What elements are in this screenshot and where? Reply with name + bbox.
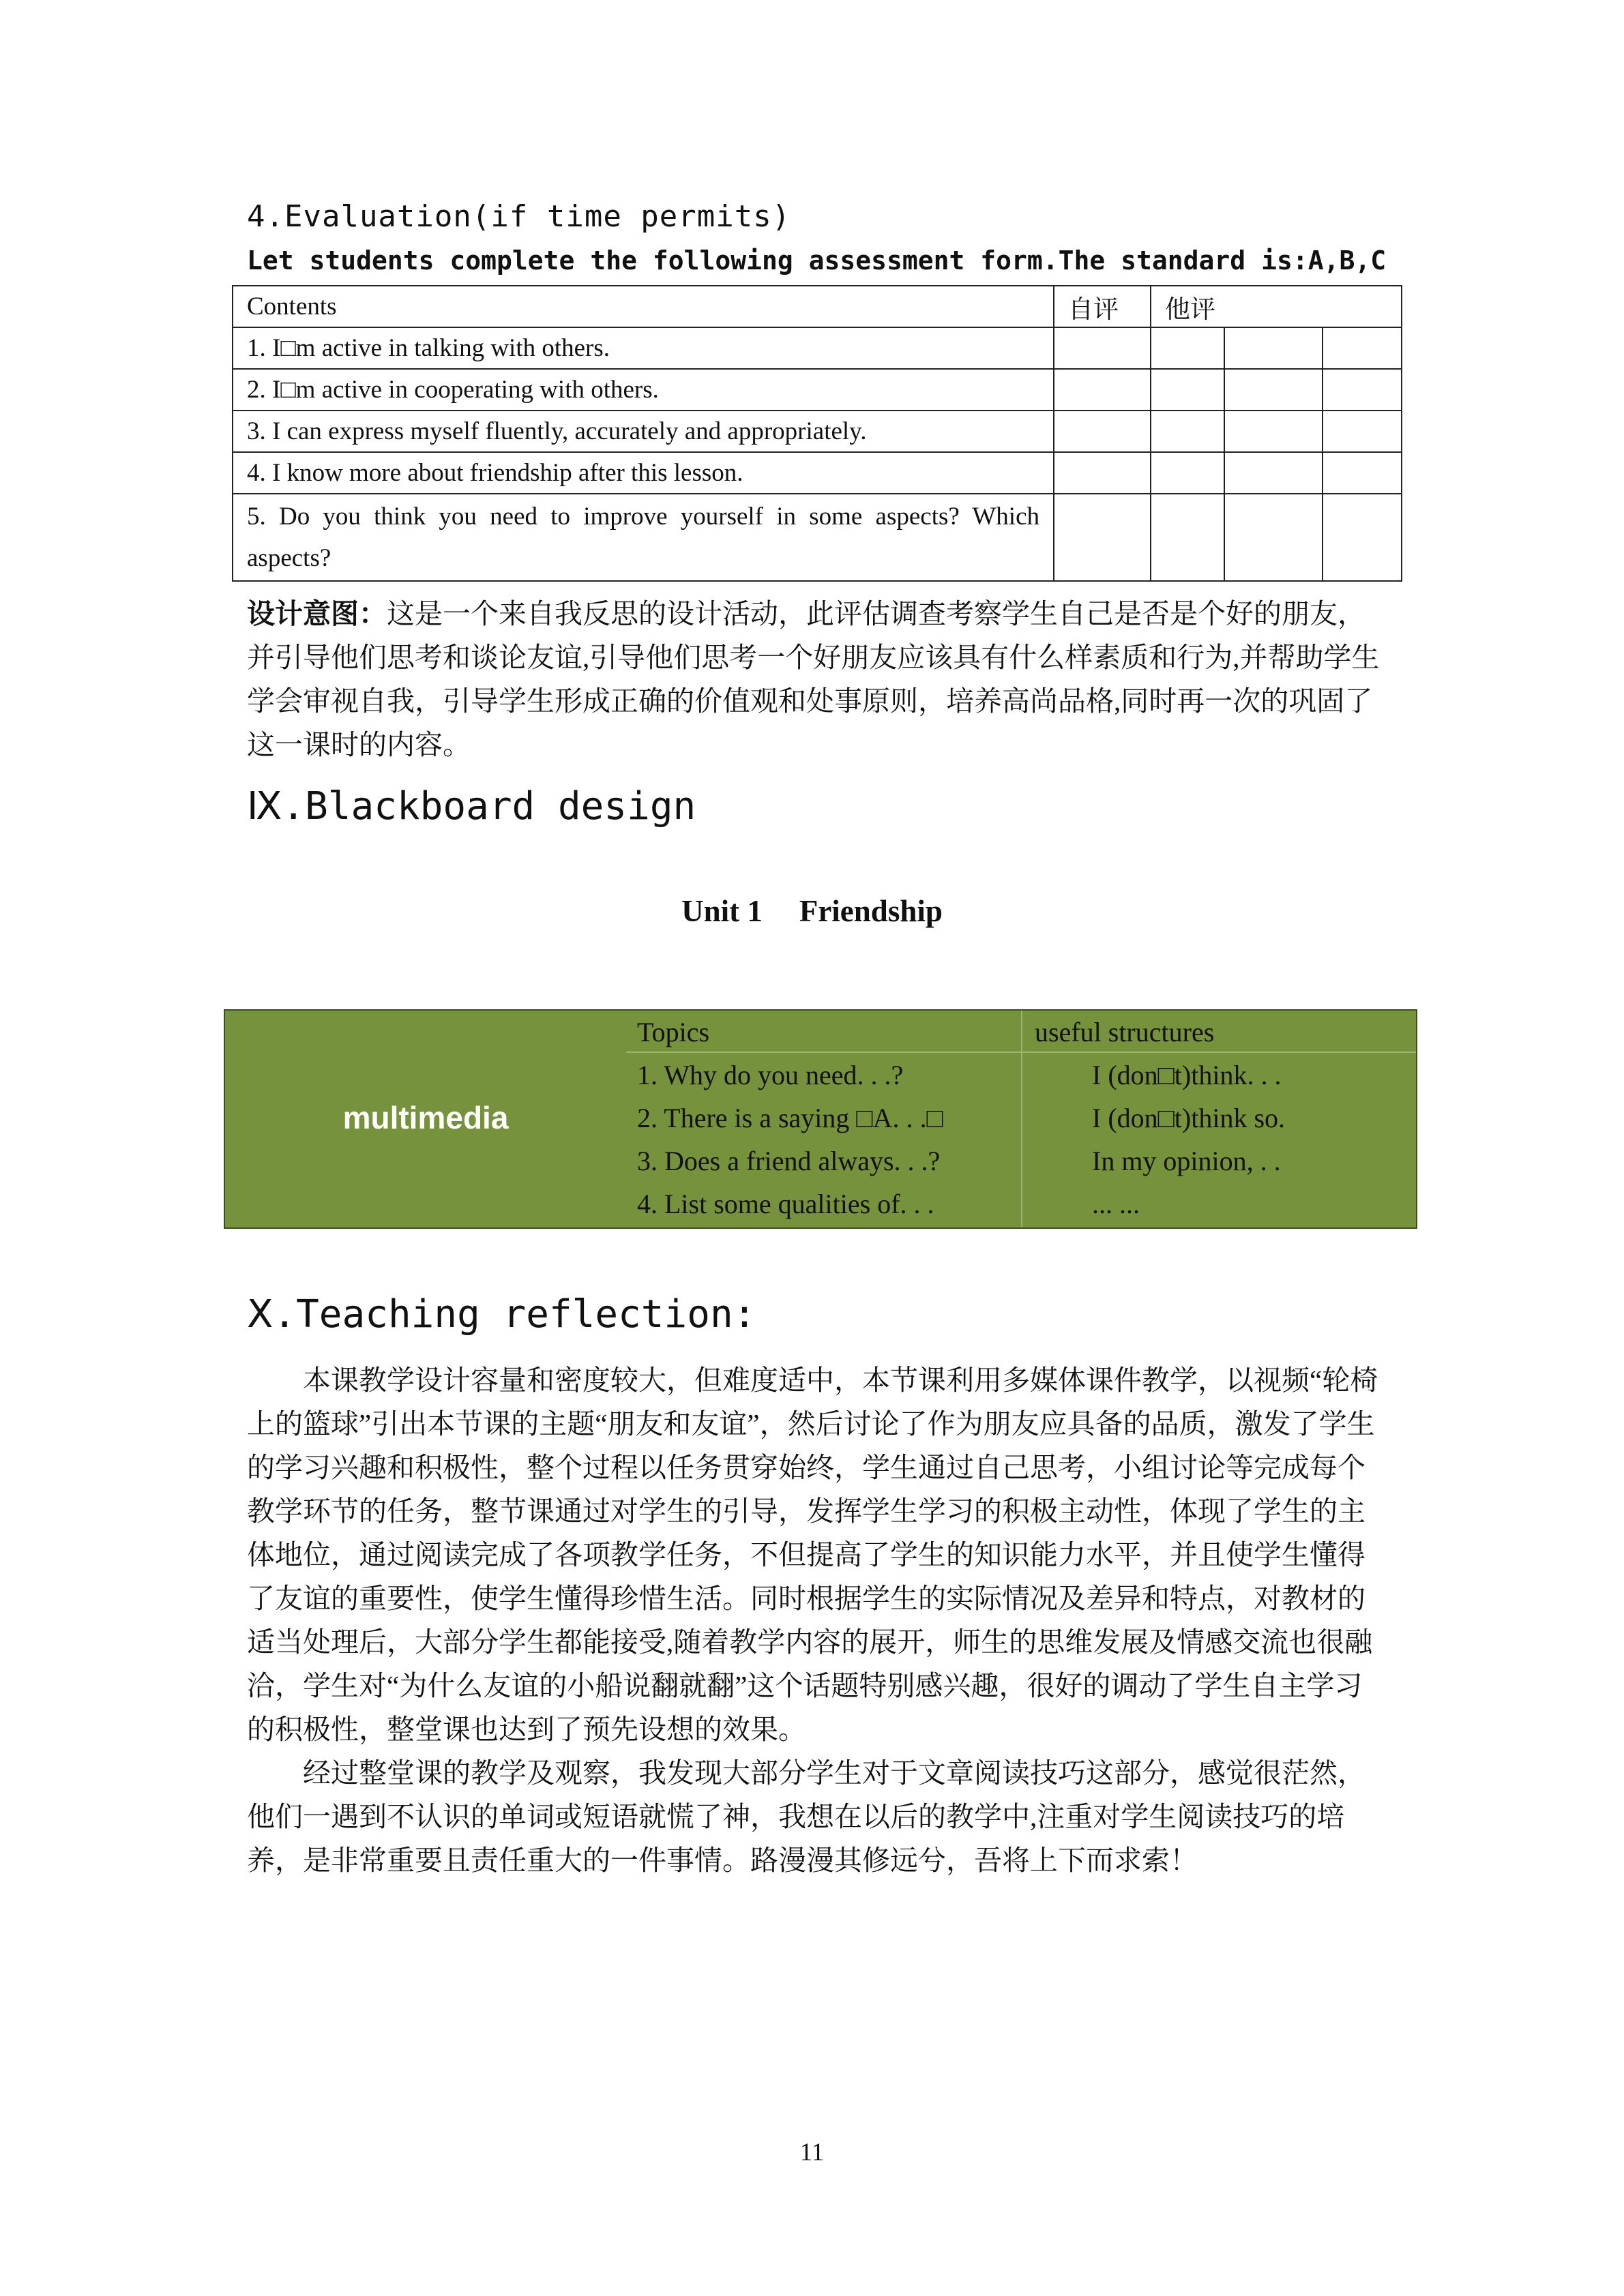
row-content: 3. I can express myself fluently, accurately and appropriately. — [233, 411, 1054, 452]
peer-cell — [1151, 411, 1224, 452]
blackboard-table — [224, 1009, 1417, 1229]
page-number: 11 — [799, 2138, 825, 2166]
peer-cell — [1224, 452, 1323, 494]
structures-header: useful structures — [1035, 1017, 1215, 1047]
peer-cell — [1323, 452, 1402, 494]
structure-item: I (don□t)think so. — [1092, 1103, 1286, 1133]
self-cell — [1054, 327, 1151, 369]
row-content: 5. Do you think you need to improve yourself in some aspects? Which aspects? — [233, 494, 1054, 581]
table-row — [233, 452, 1402, 494]
structure-item: ... ... — [1092, 1189, 1140, 1219]
table-row — [233, 494, 1402, 581]
peer-cell — [1224, 411, 1323, 452]
peer-cell — [1224, 369, 1323, 411]
multimedia-label: multimedia — [342, 1100, 509, 1135]
unit-title — [0, 893, 1624, 929]
peer-cell — [1323, 494, 1402, 581]
self-cell — [1054, 411, 1151, 452]
topics-header: Topics — [637, 1017, 710, 1047]
reflection-paragraph: 经过整堂课的教学及观察，我发现大部分学生对于文章阅读技巧这部分，感觉很茫然，他们一遇到不认识的单词或短语就慌了神，我想在以后的教学中,注重对学生阅读技巧的培养，是非常重要且责任重大的一件事情。路漫漫其修远兮，吾将上下而求索！ — [247, 1757, 1365, 1876]
structures-column — [1035, 1011, 1285, 1225]
section-4-title: 4.Evaluation(if time permits) — [247, 199, 791, 234]
peer-cell — [1151, 452, 1224, 494]
column-divider — [1021, 1011, 1022, 1227]
row-content: 2. I□m active in cooperating with others. — [233, 369, 1054, 411]
peer-cell — [1224, 494, 1323, 581]
design-intent-text: 这是一个来自我反思的设计活动，此评估调查考察学生自己是否是个好的朋友，并引导他们思考和谈论友谊,引导他们思考一个好朋友应该具有什么样素质和行为,并帮助学生学会审视自我，引导学生形成正确的价值观和处事原则，培养高尚品格,同时再一次的巩固了这一课时的内容。 — [247, 598, 1380, 760]
topic-item: 4. List some qualities of. . . — [637, 1189, 934, 1219]
self-cell — [1054, 369, 1151, 411]
table-row — [233, 327, 1402, 369]
table-row — [233, 369, 1402, 411]
topics-column — [637, 1011, 943, 1225]
peer-cell — [1151, 494, 1224, 581]
design-intent-paragraph — [247, 592, 1393, 766]
reflection-paragraph: 本课教学设计容量和密度较大，但难度适中，本节课利用多媒体课件教学，以视频“轮椅上的篮球”引出本节课的主题“朋友和友谊”，然后讨论了作为朋友应具备的品质，激发了学生的学习兴趣和积极性，整个过程以任务贯穿始终，学生通过自己思考，小组讨论等完成每个教学环节的任务，整节课通过对学生的引导，发挥学生学习的积极主动性，体现了学生的主体地位，通过阅读完成了各项教学任务，不但提高了学生的知识能力水平，并且使学生懂得了友谊的重要性，使学生懂得珍惜生活。同时根据学生的实际情况及差异和特点，对教材的适当处理后，大部分学生都能接受,随着教学内容的展开，师生的思维发展及情感交流也很融洽，学生对“为什么友谊的小船说翻就翻”这个话题特别感兴趣，很好的调动了学生自主学习的积极性，整堂课也达到了预先设想的效果。 — [247, 1365, 1378, 1745]
table-row — [233, 411, 1402, 452]
peer-cell — [1224, 327, 1323, 369]
design-intent-label: 设计意图： — [247, 598, 387, 629]
peer-cell — [1151, 369, 1224, 411]
assessment-instruction: Let students complete the following assessment form.The standard is:A,B,C — [247, 245, 1387, 275]
peer-cell — [1323, 327, 1402, 369]
header-contents: Contents — [233, 286, 1054, 327]
self-cell — [1054, 452, 1151, 494]
topic-item: 3. Does a friend always. . .? — [637, 1146, 941, 1176]
assessment-table — [232, 285, 1402, 582]
topic-item: 1. Why do you need. . .? — [637, 1060, 904, 1090]
topic-item: 2. There is a saying □A. . .□ — [637, 1103, 943, 1133]
header-self-eval: 自评 — [1054, 286, 1151, 327]
self-cell — [1054, 494, 1151, 581]
section-10-title: Ⅹ.Teaching reflection: — [247, 1292, 756, 1337]
reflection-body — [247, 1358, 1379, 1882]
peer-cell — [1323, 369, 1402, 411]
section-9-title: Ⅸ.Blackboard design — [247, 784, 696, 829]
header-peer-eval: 他评 — [1151, 286, 1402, 327]
peer-cell — [1151, 327, 1224, 369]
structure-item: I (don□t)think. . . — [1092, 1060, 1282, 1090]
unit-number: Unit 1 — [681, 894, 763, 928]
unit-topic: Friendship — [799, 894, 943, 928]
peer-cell — [1323, 411, 1402, 452]
structure-item: In my opinion, . . — [1092, 1146, 1281, 1176]
table-header-row — [233, 286, 1402, 327]
row-content: 1. I□m active in talking with others. — [233, 327, 1054, 369]
row-content: 4. I know more about friendship after this lesson. — [233, 452, 1054, 494]
